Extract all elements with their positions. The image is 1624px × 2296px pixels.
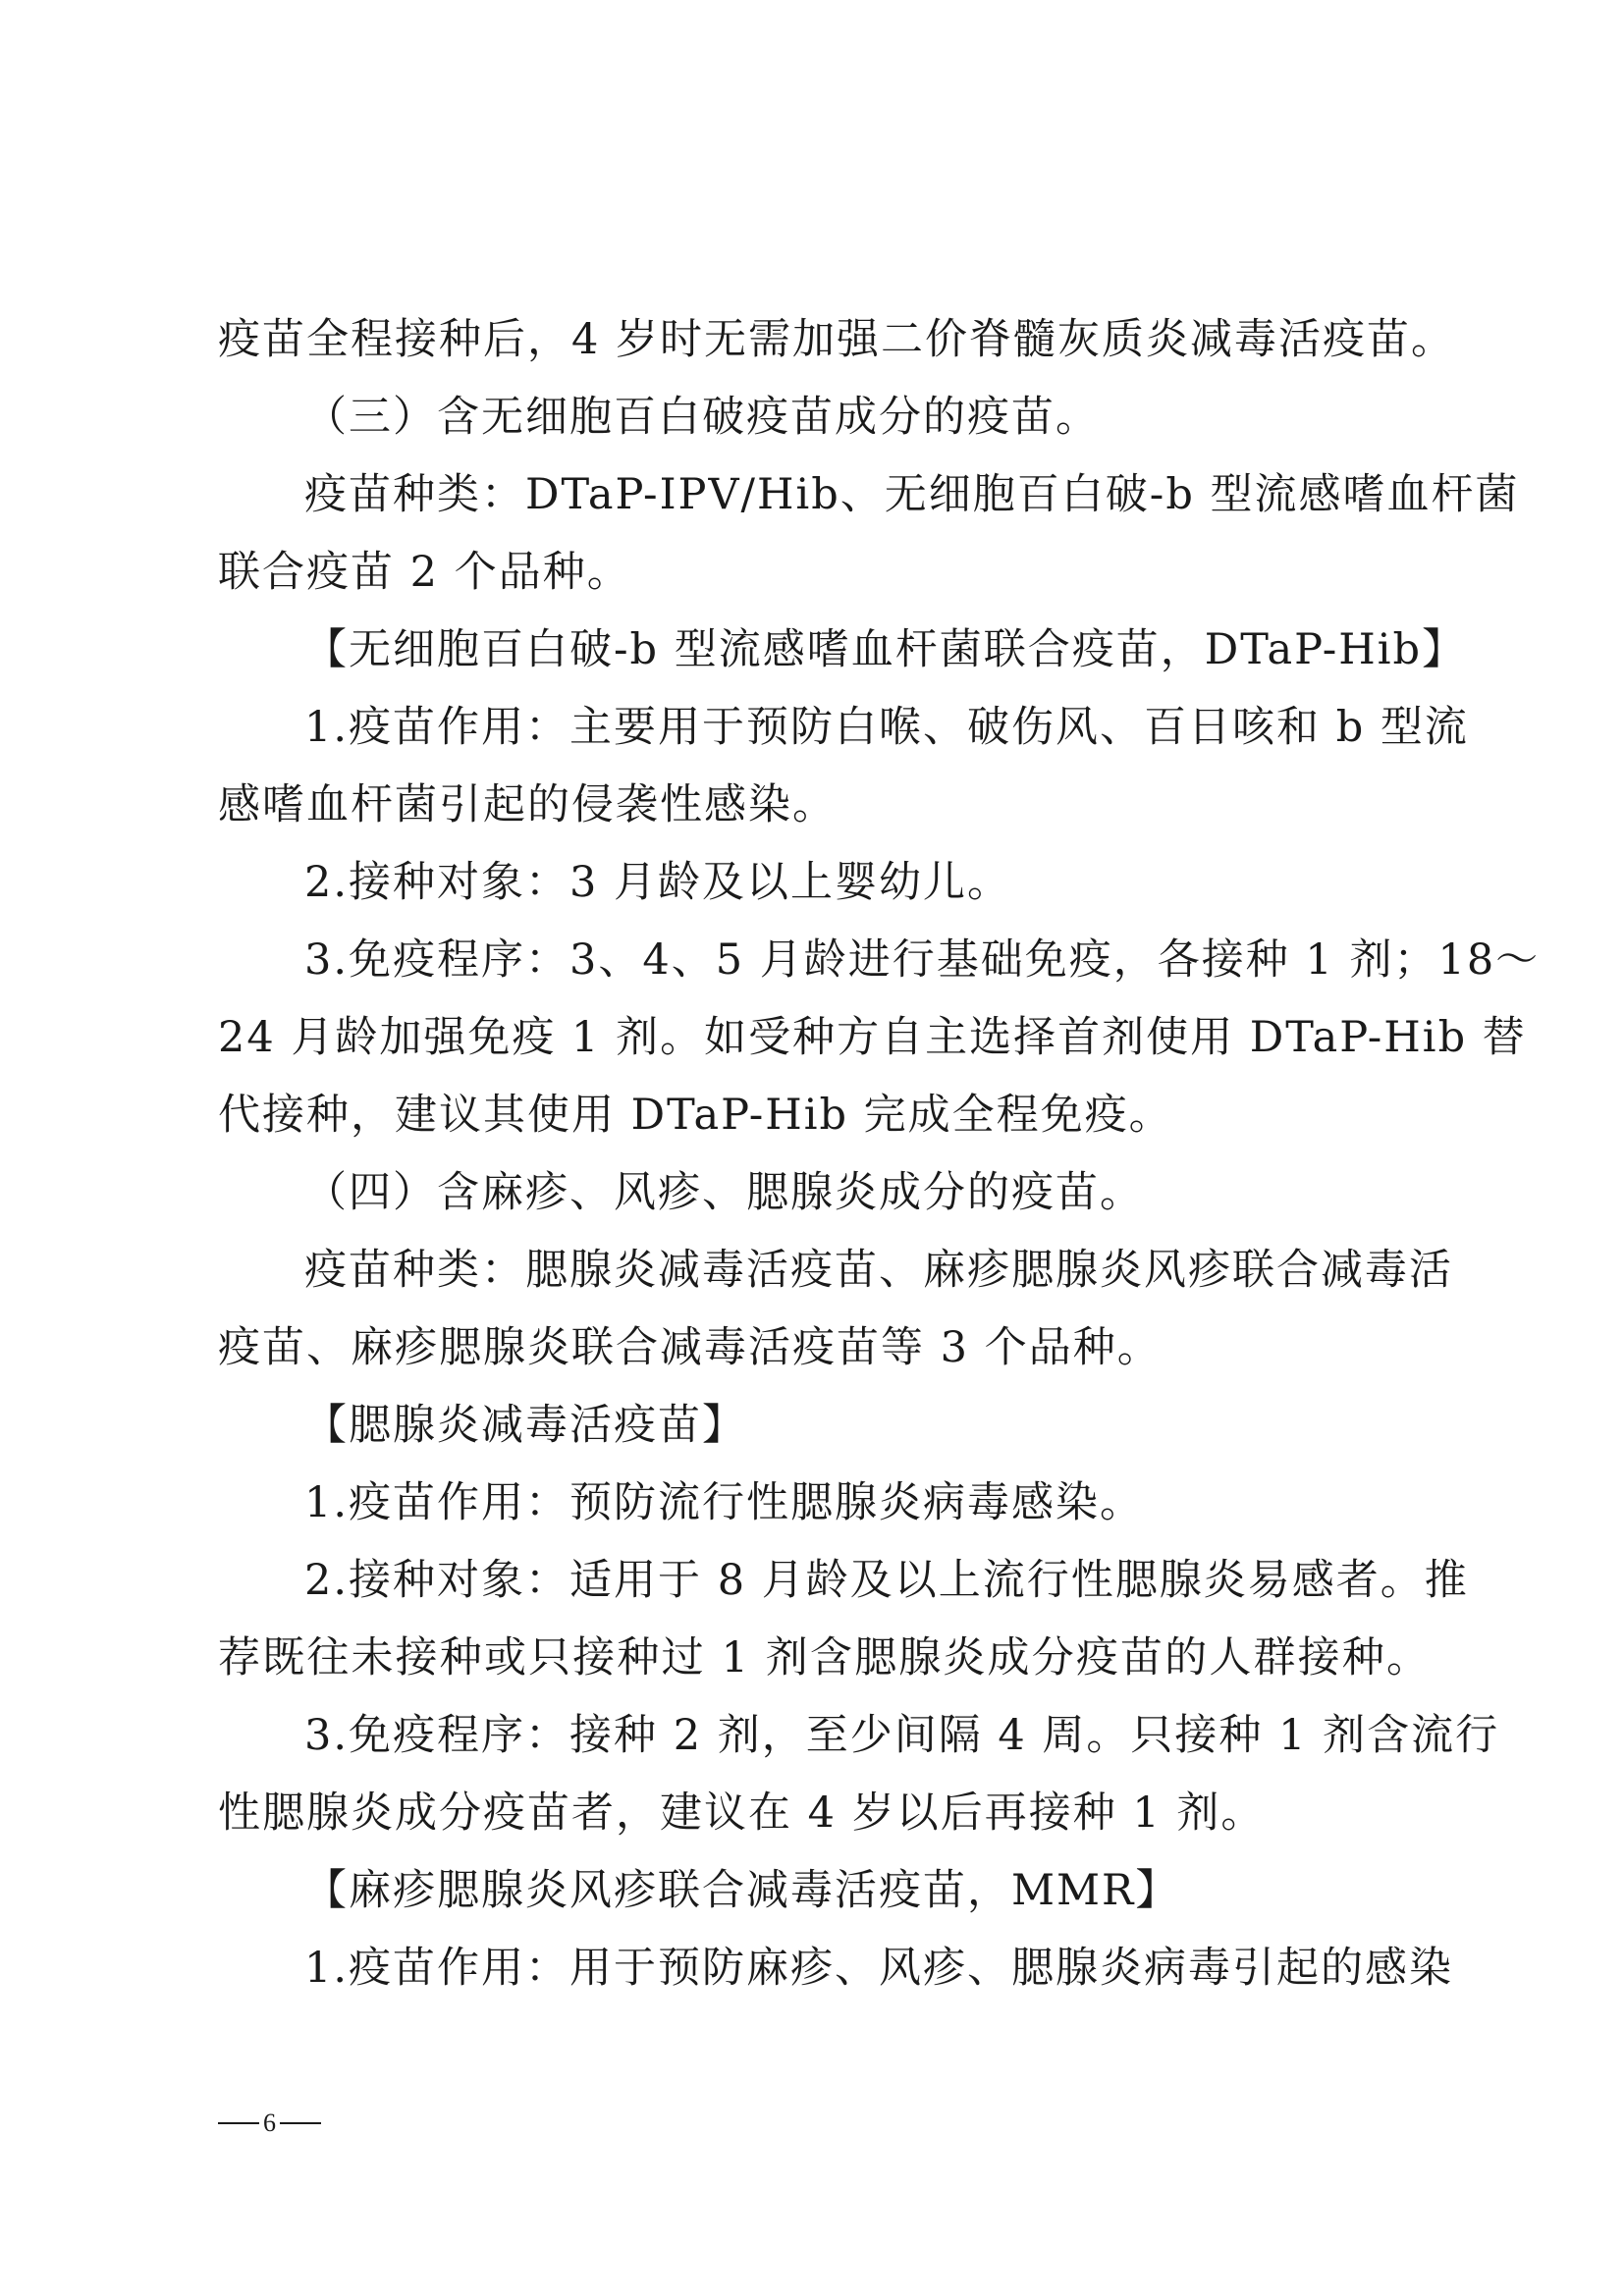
text-line: 1.疫苗作用：主要用于预防白喉、破伤风、百日咳和 b 型流: [304, 703, 1469, 752]
footer-dash-right: [280, 2122, 321, 2124]
vaccine-heading: 【无细胞百白破-b 型流感嗜血杆菌联合疫苗，DTaP-Hib】: [304, 625, 1467, 674]
text-line: 1.疫苗作用：用于预防麻疹、风疹、腮腺炎病毒引起的感染: [304, 1944, 1454, 1993]
vaccine-heading: 【麻疹腮腺炎风疹联合减毒活疫苗，MMR】: [304, 1866, 1180, 1915]
text-line: 24 月龄加强免疫 1 剂。如受种方自主选择首剂使用 DTaP-Hib 替: [218, 1013, 1527, 1062]
section-heading: （四）含麻疹、风疹、腮腺炎成分的疫苗。: [304, 1168, 1144, 1217]
text-line: 代接种，建议其使用 DTaP-Hib 完成全程免疫。: [218, 1091, 1173, 1140]
section-heading: （三）含无细胞百白破疫苗成分的疫苗。: [304, 393, 1100, 442]
text-line: 荐既往未接种或只接种过 1 剂含腮腺炎成分疫苗的人群接种。: [218, 1633, 1431, 1682]
text-line: 疫苗种类：DTaP-IPV/Hib、无细胞百白破-b 型流感嗜血杆菌: [304, 470, 1520, 519]
text-line: 疫苗、麻疹腮腺炎联合减毒活疫苗等 3 个品种。: [218, 1323, 1162, 1372]
footer-dash-left: [218, 2122, 259, 2124]
text-line: 3.免疫程序：3、4、5 月龄进行基础免疫，各接种 1 剂；18～: [304, 935, 1541, 985]
text-line: 2.接种对象：3 月龄及以上婴幼儿。: [304, 858, 1012, 907]
vaccine-heading: 【腮腺炎减毒活疫苗】: [304, 1401, 746, 1450]
text-line: 3.免疫程序：接种 2 剂，至少间隔 4 周。只接种 1 剂含流行: [304, 1711, 1500, 1760]
text-line: 联合疫苗 2 个品种。: [218, 548, 631, 597]
text-line: 疫苗种类：腮腺炎减毒活疫苗、麻疹腮腺炎风疹联合减毒活: [304, 1246, 1453, 1295]
text-line: 2.接种对象：适用于 8 月龄及以上流行性腮腺炎易感者。推: [304, 1556, 1469, 1605]
text-line: 疫苗全程接种后，4 岁时无需加强二价脊髓灰质炎减毒活疫苗。: [218, 315, 1456, 364]
text-line: 1.疫苗作用：预防流行性腮腺炎病毒感染。: [304, 1478, 1145, 1527]
text-line: 感嗜血杆菌引起的侵袭性感染。: [218, 780, 837, 829]
page-number: 6: [263, 2109, 276, 2137]
text-line: 性腮腺炎成分疫苗者，建议在 4 岁以后再接种 1 剂。: [218, 1789, 1266, 1838]
page-footer: [218, 2109, 321, 2138]
